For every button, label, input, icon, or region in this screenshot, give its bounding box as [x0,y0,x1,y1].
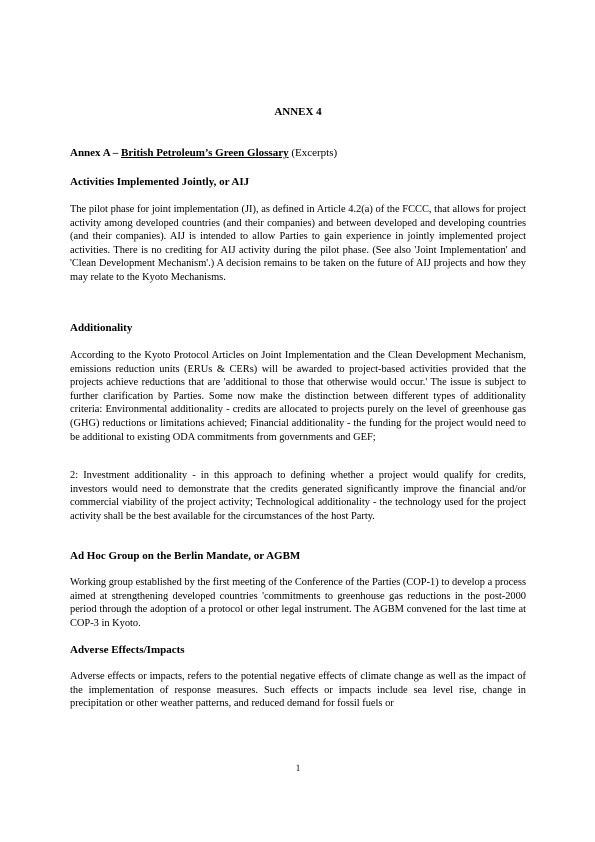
heading-additionality: Additionality [70,322,133,334]
subtitle-glossary-title: British Petroleum’s Green Glossary [121,147,289,159]
heading-aij: Activities Implemented Jointly, or AIJ [70,176,250,188]
document-subtitle [70,147,337,159]
paragraph-adverse-effects: Adverse effects or impacts, refers to the potential negative effects of climate change as well as the impact of the implementation of response measures. Such effects or impacts include sea level rise, change in precipitation or other weather patterns, and reduced demand for fossil fuels or [70,671,526,710]
paragraph-additionality-1: According to the Kyoto Protocol Articles on Joint Implementation and the Clean Development Mechanism, emissions reduction units (ERUs & CERs) will be awarded to project-based activities provided that the projects achieve reductions that are 'additional to those that otherwise would occur.' The issue is subject to further clarification by Parties. Some now make the distinction between different types of additionality criteria: Environmental additionality - credits are allocated to projects purely on the level of greenhouse gas (GHG) reductions or limitations achieved; Financial additionality - the funding for the project would need to be additional to existing ODA commitments from governments and GEF; [70,350,526,443]
subtitle-suffix: (Excerpts) [288,147,338,159]
subtitle-prefix: Annex A – [70,147,122,159]
paragraph-additionality-2: 2: Investment additionality - in this approach to defining whether a project would qualify for credits, investors would need to demonstrate that the credits generated significantly improve the financial and/or commercial viability of the project activity; Technological additionality - the technology used for the project activity shall be the best available for the circumstances of the host Party. [70,470,526,522]
page-number: 1 [295,763,301,773]
paragraph-aij: The pilot phase for joint implementation (JI), as defined in Article 4.2(a) of the FCCC, that allows for project activity among developed countries (and their companies) and between developed and developing countries (and their companies). AIJ is intended to allow Parties to gain experience in jointly implemented project activities. There is no crediting for AIJ activity during the pilot phase. (See also 'Joint Implementation' and 'Clean Development Mechanism'.) A decision remains to be taken on the future of AIJ projects and how they may relate to the Kyoto Mechanisms. [70,204,526,283]
annex-title: ANNEX 4 [274,106,322,118]
paragraph-agbm: Working group established by the first meeting of the Conference of the Parties (COP-1) to develop a process aimed at strengthening developed countries 'commitments to greenhouse gas reductions in the post-2000 period through the adoption of a protocol or other legal instrument. The AGBM convened for the last time at COP-3 in Kyoto. [70,577,526,629]
heading-agbm: Ad Hoc Group on the Berlin Mandate, or AGBM [70,550,301,562]
heading-adverse-effects: Adverse Effects/Impacts [70,644,185,656]
